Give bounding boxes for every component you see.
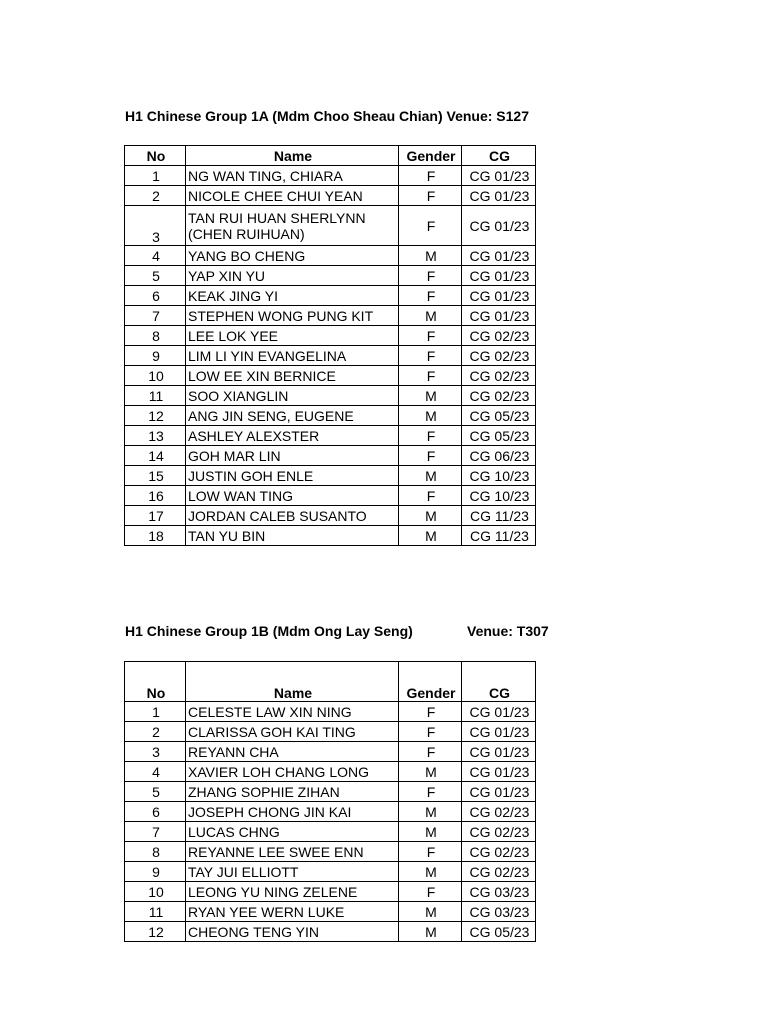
table-row [125, 702, 536, 722]
row-gender: M [399, 386, 462, 406]
row-cg: CG 02/23 [462, 366, 536, 386]
row-cg: CG 01/23 [462, 742, 536, 762]
row-name: TAY JUI ELLIOTT [186, 862, 399, 882]
table-row [125, 286, 536, 306]
row-name: NICOLE CHEE CHUI YEAN [186, 186, 399, 206]
row-cg: CG 05/23 [462, 922, 536, 942]
row-gender: F [399, 742, 462, 762]
row-cg: CG 02/23 [462, 326, 536, 346]
row-name: JORDAN CALEB SUSANTO [186, 506, 399, 526]
row-cg: CG 01/23 [462, 782, 536, 802]
row-no: 14 [125, 446, 186, 466]
row-gender: M [399, 246, 462, 266]
header-name: Name [186, 146, 399, 166]
row-no: 3 [125, 206, 186, 246]
table-row [125, 862, 536, 882]
row-name: ZHANG SOPHIE ZIHAN [186, 782, 399, 802]
header-gender: Gender [399, 146, 462, 166]
table-row [125, 326, 536, 346]
row-name: JUSTIN GOH ENLE [186, 466, 399, 486]
row-no: 17 [125, 506, 186, 526]
row-gender: F [399, 426, 462, 446]
row-name: RYAN YEE WERN LUKE [186, 902, 399, 922]
row-cg: CG 01/23 [462, 266, 536, 286]
row-cg: CG 01/23 [462, 762, 536, 782]
row-gender: F [399, 286, 462, 306]
row-gender: M [399, 466, 462, 486]
row-cg: CG 02/23 [462, 842, 536, 862]
header-cg: CG [462, 662, 536, 702]
row-name: CELESTE LAW XIN NING [186, 702, 399, 722]
row-cg: CG 02/23 [462, 802, 536, 822]
row-no: 16 [125, 486, 186, 506]
row-no: 12 [125, 922, 186, 942]
row-gender: F [399, 326, 462, 346]
row-name: XAVIER LOH CHANG LONG [186, 762, 399, 782]
row-name: LUCAS CHNG [186, 822, 399, 842]
row-name: SOO XIANGLIN [186, 386, 399, 406]
row-gender: M [399, 306, 462, 326]
row-cg: CG 05/23 [462, 406, 536, 426]
table-header-row [125, 662, 536, 702]
row-gender: M [399, 526, 462, 546]
table-row [125, 486, 536, 506]
row-no: 15 [125, 466, 186, 486]
row-cg: CG 02/23 [462, 386, 536, 406]
row-name: STEPHEN WONG PUNG KIT [186, 306, 399, 326]
table-row [125, 802, 536, 822]
group-1a-rows [125, 166, 536, 546]
table-row [125, 762, 536, 782]
group-1b-table [124, 661, 536, 942]
header-no: No [125, 662, 186, 702]
row-name: ASHLEY ALEXSTER [186, 426, 399, 446]
row-name: CHEONG TENG YIN [186, 922, 399, 942]
group-1a-table [124, 145, 536, 546]
row-name: YAP XIN YU [186, 266, 399, 286]
header-gender: Gender [399, 662, 462, 702]
table-row [125, 822, 536, 842]
table-row [125, 206, 536, 246]
header-cg: CG [462, 146, 536, 166]
row-cg: CG 03/23 [462, 902, 536, 922]
table-row [125, 246, 536, 266]
table-row [125, 406, 536, 426]
row-gender: F [399, 486, 462, 506]
row-gender: M [399, 762, 462, 782]
table-row [125, 446, 536, 466]
row-no: 11 [125, 386, 186, 406]
table-header-row [125, 146, 536, 166]
row-cg: CG 03/23 [462, 882, 536, 902]
row-no: 1 [125, 702, 186, 722]
row-cg: CG 01/23 [462, 166, 536, 186]
row-no: 4 [125, 246, 186, 266]
table-row [125, 166, 536, 186]
table-row [125, 882, 536, 902]
row-no: 13 [125, 426, 186, 446]
group-1b-rows [125, 702, 536, 942]
row-gender: F [399, 166, 462, 186]
table-row [125, 306, 536, 326]
row-gender: F [399, 366, 462, 386]
row-no: 7 [125, 306, 186, 326]
row-no: 10 [125, 366, 186, 386]
row-gender: M [399, 406, 462, 426]
row-cg: CG 01/23 [462, 702, 536, 722]
table-row [125, 902, 536, 922]
row-name: LOW WAN TING [186, 486, 399, 506]
row-cg: CG 10/23 [462, 466, 536, 486]
row-gender: F [399, 446, 462, 466]
row-cg: CG 01/23 [462, 246, 536, 266]
header-no: No [125, 146, 186, 166]
group-1a-title: H1 Chinese Group 1A (Mdm Choo Sheau Chian) Venue: S127 [125, 108, 529, 124]
row-gender: M [399, 822, 462, 842]
row-no: 3 [125, 742, 186, 762]
row-cg: CG 01/23 [462, 186, 536, 206]
table-row [125, 366, 536, 386]
row-name: JOSEPH CHONG JIN KAI [186, 802, 399, 822]
row-no: 5 [125, 782, 186, 802]
row-cg: CG 01/23 [462, 306, 536, 326]
table-row [125, 782, 536, 802]
row-gender: M [399, 802, 462, 822]
row-gender: F [399, 186, 462, 206]
row-gender: F [399, 882, 462, 902]
table-row [125, 346, 536, 366]
table-row [125, 386, 536, 406]
row-gender: M [399, 902, 462, 922]
row-cg: CG 01/23 [462, 722, 536, 742]
row-cg: CG 02/23 [462, 346, 536, 366]
row-no: 12 [125, 406, 186, 426]
group-1b-venue: Venue: T307 [467, 623, 549, 639]
row-gender: M [399, 862, 462, 882]
row-cg: CG 02/23 [462, 862, 536, 882]
row-name: LOW EE XIN BERNICE [186, 366, 399, 386]
row-cg: CG 11/23 [462, 506, 536, 526]
row-cg: CG 05/23 [462, 426, 536, 446]
group-1b-title: H1 Chinese Group 1B (Mdm Ong Lay Seng) [125, 623, 413, 639]
row-name: LEONG YU NING ZELENE [186, 882, 399, 902]
row-gender: F [399, 266, 462, 286]
row-cg: CG 02/23 [462, 822, 536, 842]
row-cg: CG 01/23 [462, 206, 536, 246]
row-cg: CG 10/23 [462, 486, 536, 506]
row-gender: F [399, 782, 462, 802]
table-row [125, 186, 536, 206]
row-gender: F [399, 206, 462, 246]
row-gender: M [399, 922, 462, 942]
table-row [125, 842, 536, 862]
row-no: 10 [125, 882, 186, 902]
table-row [125, 506, 536, 526]
header-name: Name [186, 662, 399, 702]
row-cg: CG 06/23 [462, 446, 536, 466]
row-name: LIM LI YIN EVANGELINA [186, 346, 399, 366]
table-row [125, 526, 536, 546]
table-row [125, 722, 536, 742]
table-row [125, 922, 536, 942]
row-gender: F [399, 702, 462, 722]
row-gender: F [399, 842, 462, 862]
table-row [125, 466, 536, 486]
row-no: 9 [125, 346, 186, 366]
table-row [125, 742, 536, 762]
row-no: 8 [125, 842, 186, 862]
row-name: KEAK JING YI [186, 286, 399, 306]
table-row [125, 426, 536, 446]
row-gender: F [399, 722, 462, 742]
row-name: CLARISSA GOH KAI TING [186, 722, 399, 742]
row-no: 4 [125, 762, 186, 782]
row-name: LEE LOK YEE [186, 326, 399, 346]
row-gender: F [399, 346, 462, 366]
row-gender: M [399, 506, 462, 526]
row-name: TAN YU BIN [186, 526, 399, 546]
row-no: 6 [125, 286, 186, 306]
row-no: 5 [125, 266, 186, 286]
row-name: REYANNE LEE SWEE ENN [186, 842, 399, 862]
row-name: REYANN CHA [186, 742, 399, 762]
table-row [125, 266, 536, 286]
row-no: 18 [125, 526, 186, 546]
row-no: 9 [125, 862, 186, 882]
row-no: 1 [125, 166, 186, 186]
row-cg: CG 11/23 [462, 526, 536, 546]
row-no: 8 [125, 326, 186, 346]
row-name: NG WAN TING, CHIARA [186, 166, 399, 186]
row-name: ANG JIN SENG, EUGENE [186, 406, 399, 426]
row-name: YANG BO CHENG [186, 246, 399, 266]
row-no: 2 [125, 722, 186, 742]
row-name: GOH MAR LIN [186, 446, 399, 466]
row-no: 6 [125, 802, 186, 822]
row-no: 2 [125, 186, 186, 206]
row-no: 11 [125, 902, 186, 922]
row-cg: CG 01/23 [462, 286, 536, 306]
row-no: 7 [125, 822, 186, 842]
row-name: TAN RUI HUAN SHERLYNN (CHEN RUIHUAN) [186, 206, 399, 246]
